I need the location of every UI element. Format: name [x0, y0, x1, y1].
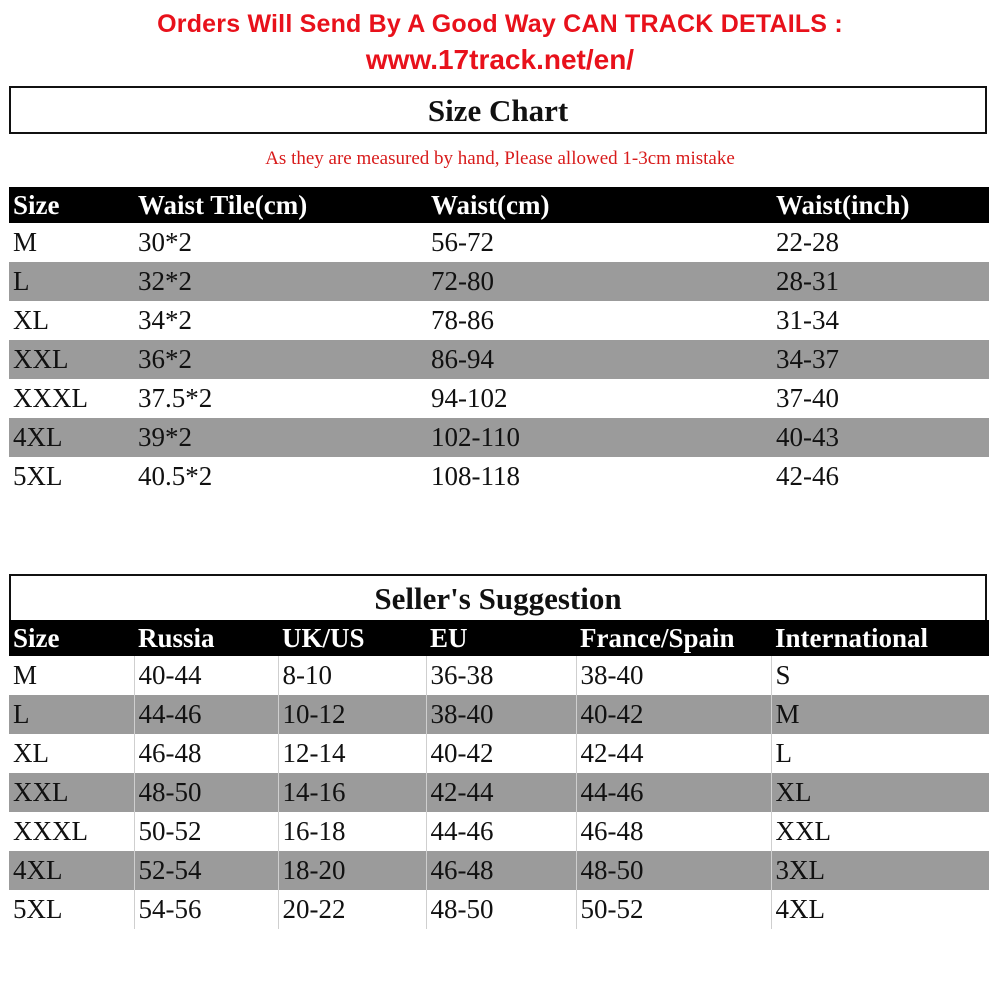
- column-header: France/Spain: [576, 620, 771, 656]
- column-header: Waist(cm): [427, 187, 772, 223]
- table-cell: 38-40: [576, 656, 771, 695]
- table-cell: XXL: [771, 812, 989, 851]
- table-cell: 46-48: [134, 734, 278, 773]
- table-cell: 14-16: [278, 773, 426, 812]
- table-cell: 46-48: [426, 851, 576, 890]
- table-cell: XL: [13, 305, 49, 335]
- table-cell: 50-52: [134, 812, 278, 851]
- table-cell: 48-50: [134, 773, 278, 812]
- table-cell: 16-18: [278, 812, 426, 851]
- table-cell: XXL: [9, 340, 134, 379]
- table-cell: S: [771, 656, 989, 695]
- table-cell: 44-46: [426, 812, 576, 851]
- table-row: [9, 262, 989, 301]
- table-cell: XXL: [9, 773, 134, 812]
- table-cell: 42-46: [776, 461, 839, 491]
- table-cell: 40-42: [426, 734, 576, 773]
- table-cell: 4XL: [9, 851, 134, 890]
- table-cell: 78-86: [431, 305, 494, 335]
- column-header: Russia: [134, 620, 278, 656]
- table-cell: 40.5*2: [138, 461, 213, 491]
- table-cell: 30*2: [138, 227, 192, 257]
- table-cell: 38-40: [426, 695, 576, 734]
- table-cell: 50-52: [576, 890, 771, 929]
- table-cell: 108-118: [431, 461, 520, 491]
- seller-suggestion-title: Seller's Suggestion: [9, 574, 987, 620]
- measurement-note: As they are measured by hand, Please allowed 1-3cm mistake: [265, 148, 735, 169]
- table-row: [9, 734, 989, 773]
- table-cell: 40-44: [134, 656, 278, 695]
- table-cell: 4XL: [9, 418, 134, 457]
- table-cell: 44-46: [134, 695, 278, 734]
- table-cell: 18-20: [278, 851, 426, 890]
- table-cell: 3XL: [771, 851, 989, 890]
- table-cell: 10-12: [278, 695, 426, 734]
- seller-suggestion-table: [9, 620, 989, 929]
- table-cell: M: [771, 695, 989, 734]
- table-header-row: [9, 620, 989, 656]
- column-header: Waist(inch): [772, 187, 989, 223]
- table-cell: XL: [13, 738, 49, 768]
- column-header: Waist Tile(cm): [134, 187, 427, 223]
- table-cell: 34-37: [772, 340, 989, 379]
- table-cell: 48-50: [426, 890, 576, 929]
- table-cell: 40-43: [772, 418, 989, 457]
- table-cell: 48-50: [576, 851, 771, 890]
- table-cell: XL: [771, 773, 989, 812]
- column-header: Size: [9, 620, 134, 656]
- table-cell: 56-72: [431, 227, 494, 257]
- table-cell: 37-40: [776, 383, 839, 413]
- table-cell: 31-34: [776, 305, 839, 335]
- table-row: [9, 773, 989, 812]
- table-cell: 94-102: [431, 383, 508, 413]
- column-header: International: [771, 620, 989, 656]
- table-cell: 52-54: [134, 851, 278, 890]
- table-cell: 42-44: [576, 734, 771, 773]
- table-cell: 46-48: [576, 812, 771, 851]
- table-cell: 54-56: [134, 890, 278, 929]
- table-cell: 37.5*2: [138, 383, 213, 413]
- table-row: [9, 223, 989, 262]
- table-cell: 102-110: [427, 418, 772, 457]
- table-header-row: [9, 187, 989, 223]
- table-row: [9, 851, 989, 890]
- size-chart-table: [9, 187, 989, 496]
- shipping-notice: Orders Will Send By A Good Way CAN TRACK DETAILS :: [157, 10, 843, 38]
- table-cell: 34*2: [138, 305, 192, 335]
- size-chart-body: [9, 223, 989, 496]
- column-header: UK/US: [278, 620, 426, 656]
- table-cell: 72-80: [427, 262, 772, 301]
- table-cell: 5XL: [13, 894, 63, 924]
- table-cell: 8-10: [278, 656, 426, 695]
- table-cell: 22-28: [776, 227, 839, 257]
- table-row: [9, 695, 989, 734]
- table-cell: 44-46: [576, 773, 771, 812]
- table-row: [9, 379, 989, 418]
- table-row: [9, 418, 989, 457]
- table-cell: 39*2: [134, 418, 427, 457]
- table-cell: 86-94: [427, 340, 772, 379]
- seller-suggestion-body: [9, 656, 989, 929]
- table-cell: M: [13, 227, 38, 257]
- table-row: [9, 812, 989, 851]
- table-cell: 5XL: [13, 461, 63, 491]
- table-cell: 42-44: [426, 773, 576, 812]
- table-cell: L: [9, 695, 134, 734]
- table-row: [9, 457, 989, 496]
- table-cell: 4XL: [771, 890, 989, 929]
- table-cell: 12-14: [278, 734, 426, 773]
- table-cell: 28-31: [772, 262, 989, 301]
- table-cell: 20-22: [278, 890, 426, 929]
- size-chart-title: Size Chart: [9, 86, 987, 134]
- tracking-url: www.17track.net/en/: [365, 44, 635, 75]
- table-cell: L: [771, 734, 989, 773]
- table-cell: 40-42: [576, 695, 771, 734]
- table-cell: 36*2: [134, 340, 427, 379]
- table-cell: 36-38: [426, 656, 576, 695]
- table-row: [9, 656, 989, 695]
- table-row: [9, 301, 989, 340]
- table-cell: M: [13, 660, 38, 690]
- table-cell: L: [9, 262, 134, 301]
- table-row: [9, 340, 989, 379]
- table-row: [9, 890, 989, 929]
- column-header: EU: [426, 620, 576, 656]
- table-cell: XXXL: [13, 383, 88, 413]
- column-header: Size: [9, 187, 134, 223]
- table-cell: 32*2: [134, 262, 427, 301]
- table-cell: XXXL: [13, 816, 88, 846]
